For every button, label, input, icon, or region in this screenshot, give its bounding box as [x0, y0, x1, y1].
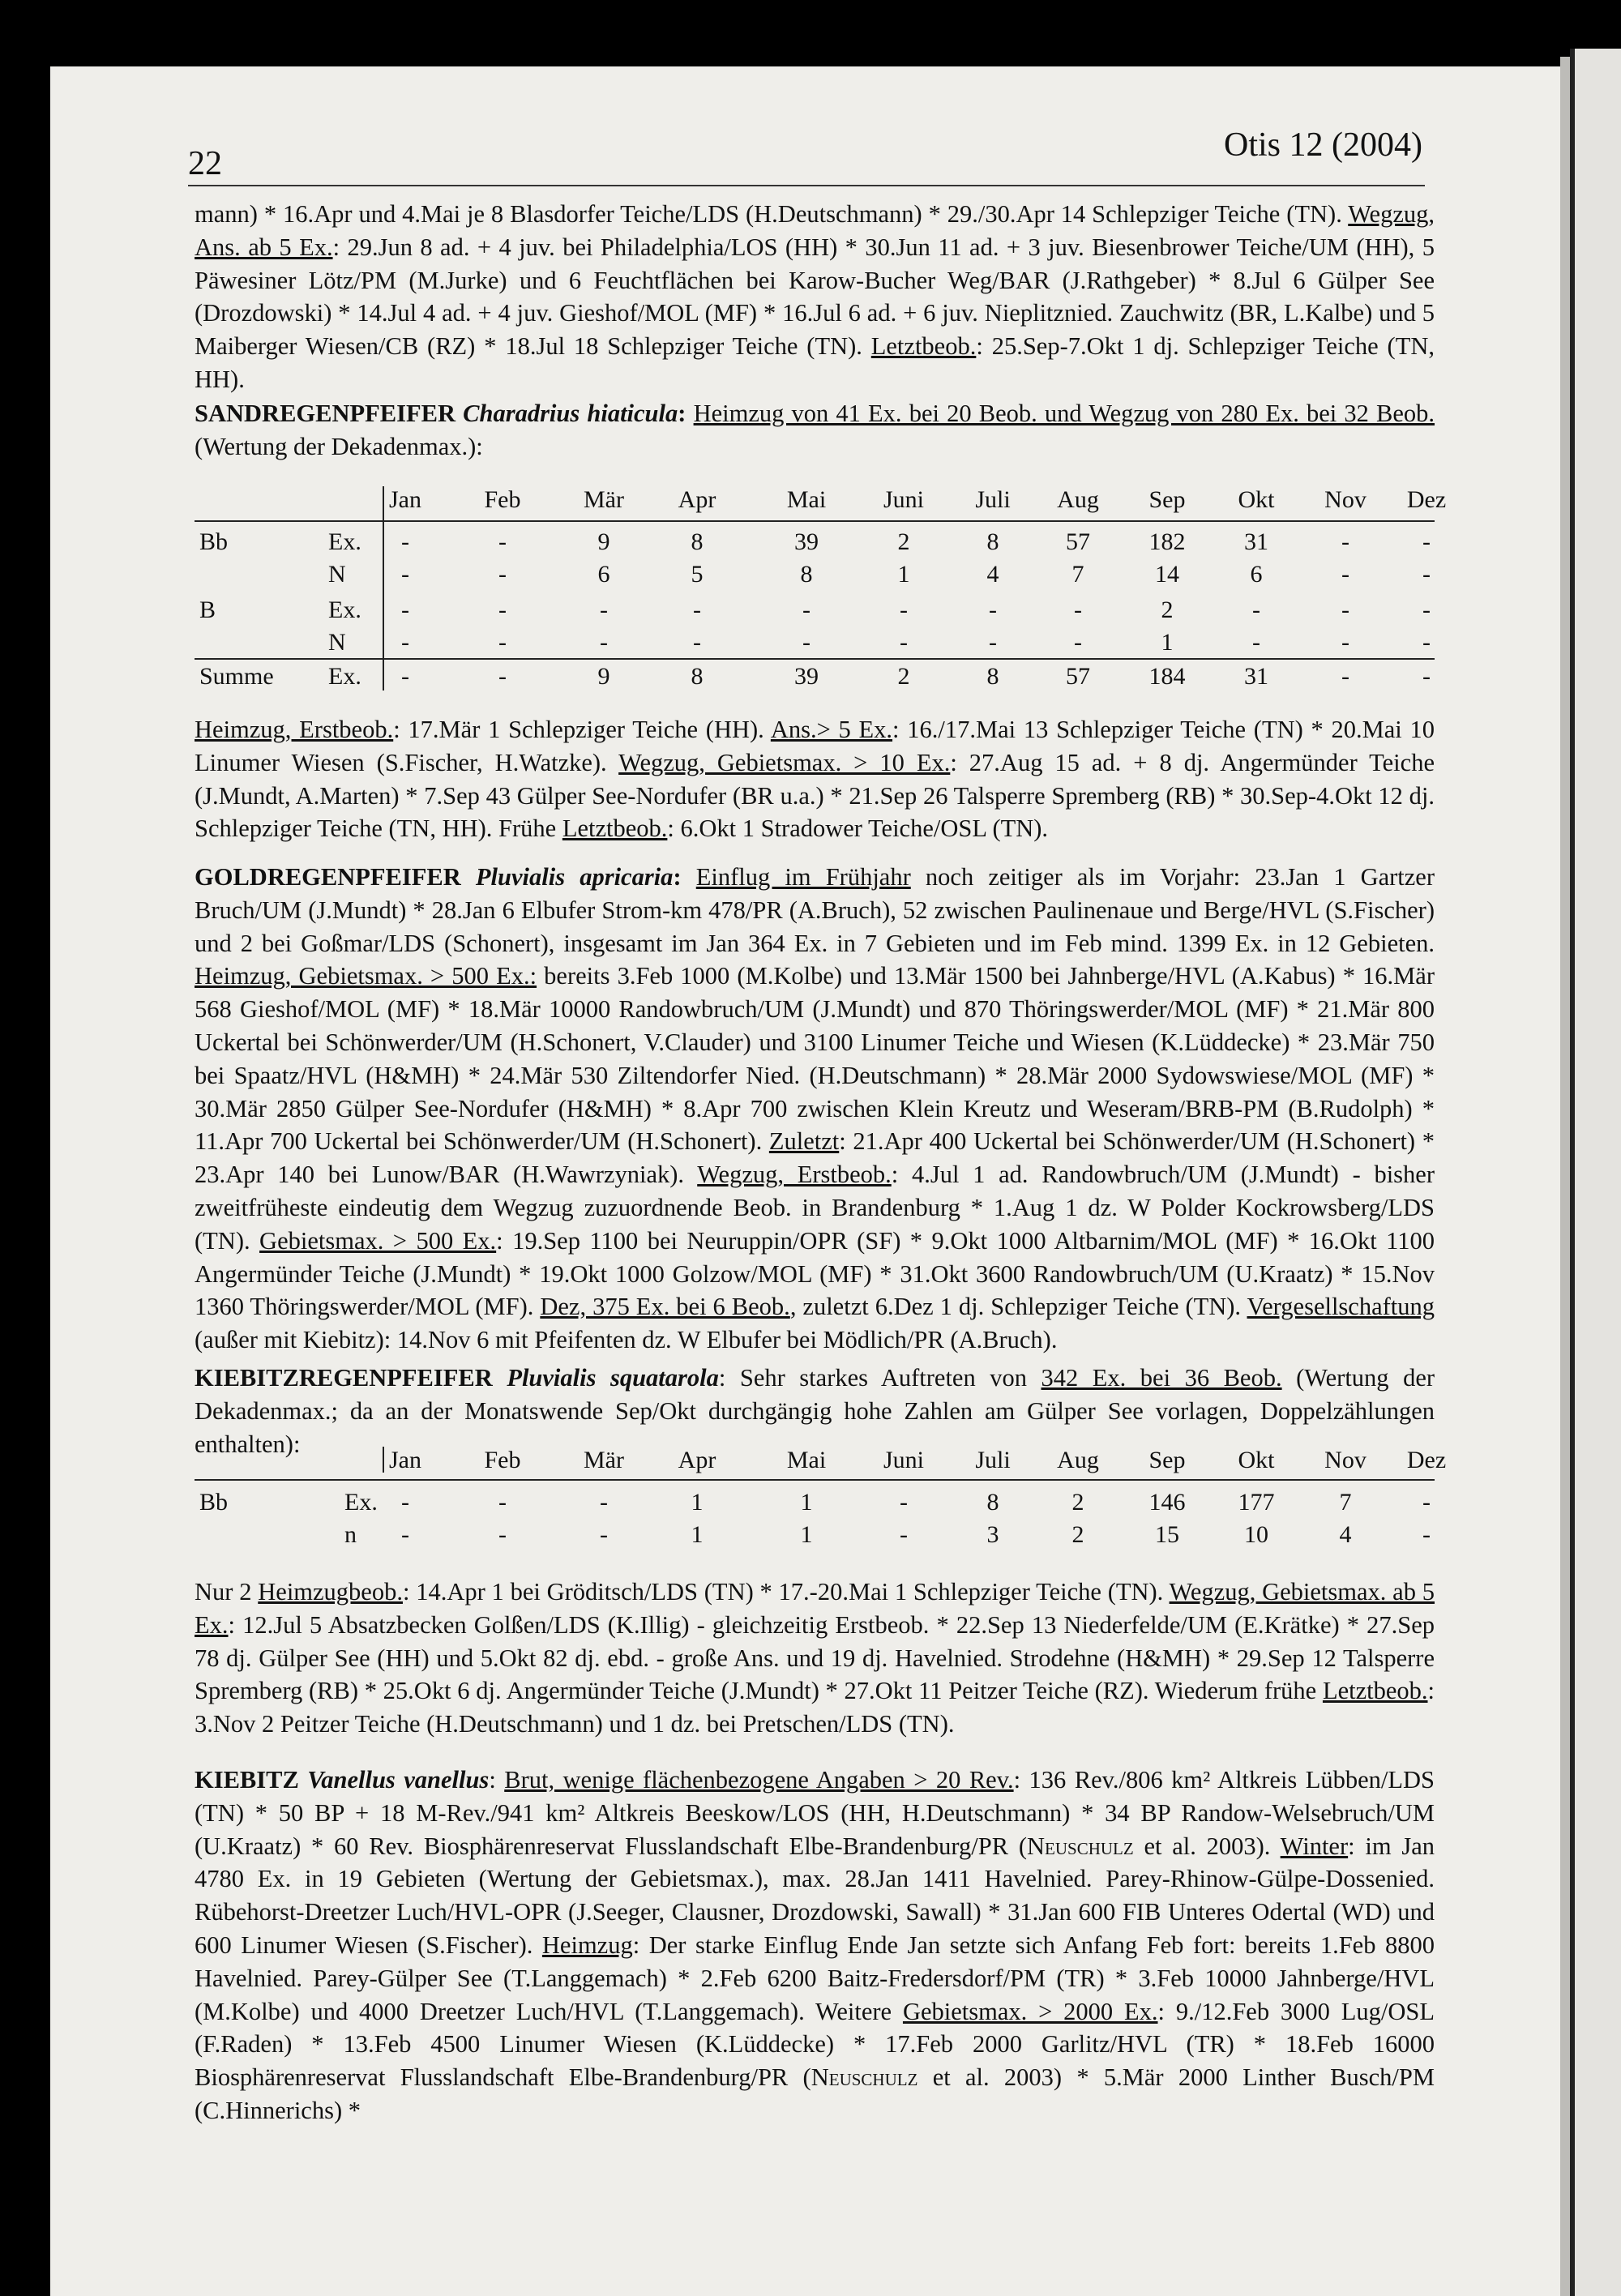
journal-citation: Otis 12 (2004)	[1224, 126, 1422, 164]
table-cell: -	[900, 1489, 908, 1516]
table-cell: 8	[986, 528, 999, 555]
body-text: , zuletzt 6.Dez 1 dj. Schlepziger Teiche (TN).	[789, 1293, 1247, 1321]
table-cell: 8	[986, 663, 999, 690]
species-latin: Pluvialis squatarola	[507, 1364, 719, 1392]
underlined-keyword: Gebietsmax. > 2000 Ex.	[902, 1997, 1158, 2025]
table-header-month: Mär	[584, 486, 624, 513]
body-text: : Der starke Einflug Ende Jan setzte sich Anfang Feb fort: bereits 1.Feb 8800 Havelnied. Parey-Gülper See (T.Langgemach) * 2.Feb 6200 Baitz-Fredersdorf/PM (TR) * 3.Feb 10000 Jahnberge/HVL (M.Kolbe) und 4000 Dreetzer Luch/HVL (T.Langgemach). Weitere	[195, 1930, 1435, 2025]
table-cell: 31	[1244, 663, 1268, 690]
sandregenpfeifer-heading: SANDREGENPFEIFER Charadrius hiaticula: Heimzug von 41 Ex. bei 20 Beob. und Wegzug von 280 Ex. bei 32 Beob. (Wertung der Dekadenmax.):	[195, 400, 1435, 460]
table-header-month: Mai	[786, 1447, 827, 1473]
body-text: bereits 3.Feb 1000 (M.Kolbe) und 13.Mär 1500 bei Jahnberge/HVL (A.Kabus) * 16.Mär 568 Gieshof/MOL (MF) * 18.Mär 10000 Randowbruch/UM (J.Mundt) und 870 Thöringswerder/MOL (MF) * 21.Mär 800 Uckertal bei Schönwerder/UM (H.Schonert, V.Clauder) und 3100 Linumer Teiche und Wiesen (K.Lüddecke) * 23.Mär 750 bei Spaatz/HVL (H&MH) * 24.Mär 530 Ziltendorfer Nied. (H.Deutschmann) * 28.Mär 2000 Sydowswiese/MOL (MF) * 30.Mär 2850 Gülper See-Nordufer (H&MH) * 8.Apr 700 zwischen Klein Kreutz und Weseram/BRB-PM (B.Rudolph) * 11.Apr 700 Uckertal bei Schönwerder/UM (H.Schonert).	[195, 962, 1435, 1156]
body-text: : 14.Apr 1 bei Gröditsch/LDS (TN) * 17.-20.Mai 1 Schlepziger Teiche (TN).	[402, 1578, 1170, 1605]
table-cell: 2	[1071, 1489, 1084, 1516]
table-cell: -	[1341, 528, 1349, 555]
table-cell: 5	[691, 561, 704, 588]
intro-underlined-2: Letztbeob.	[870, 332, 977, 361]
table-row-region: Summe	[199, 663, 274, 690]
table-header-month: Jan	[389, 1447, 421, 1473]
kiebitzregenpfeifer-table	[195, 1447, 1447, 1548]
underlined-keyword: Winter	[1280, 1832, 1349, 1860]
table-cell: -	[693, 629, 701, 656]
table-cell: -	[802, 596, 810, 623]
table-cell: -	[1422, 663, 1431, 690]
table-header-month: Sep	[1148, 1447, 1186, 1473]
table-header-month: Mär	[584, 1447, 624, 1473]
page-number: 22	[188, 145, 222, 182]
table-cell: 8	[691, 663, 704, 690]
underlined-keyword: Heimzug	[541, 1930, 633, 1959]
table-cell: 1	[691, 1521, 704, 1548]
table-vertical-rule	[383, 1447, 384, 1473]
table-cell: -	[600, 1489, 608, 1516]
table-header-month: Dez	[1406, 1447, 1447, 1473]
table-row-region: Bb	[199, 1489, 229, 1516]
underlined-keyword: Wegzug, Gebietsmax. > 10 Ex.	[618, 748, 951, 776]
species-summary-note: (Wertung der Dekadenmax.):	[195, 432, 483, 460]
table-cell: -	[1252, 629, 1260, 656]
table-header-month: Feb	[484, 1447, 521, 1473]
underlined-keyword: Zuletzt	[768, 1127, 840, 1156]
body-text: : 16./17.Mai 13 Schlepziger Teiche (TN) * 20.Mai 10 Linumer Wiesen (S.Fischer, H.Watzke).	[195, 716, 1435, 776]
table-cell: -	[498, 629, 507, 656]
table-cell: -	[401, 561, 409, 588]
table-cell: -	[1341, 596, 1349, 623]
table-row-type: N	[328, 561, 346, 588]
table-cell: -	[401, 1489, 409, 1516]
table-cell: 57	[1066, 663, 1090, 690]
table-cell: -	[1422, 1489, 1431, 1516]
table-cell: -	[1252, 596, 1260, 623]
table-cell: 2	[897, 663, 910, 690]
species-name: GOLDREGENPFEIFER	[195, 863, 461, 891]
species-summary-note: (Wertung der Dekadenmax.; da an der Monatswende Sep/Okt durchgängig hohe Zahlen am Gülper See vorlagen, Doppelzählungen enthalten):	[195, 1364, 1435, 1458]
table-header-rule	[195, 1479, 1435, 1481]
table-vertical-rule	[383, 486, 384, 691]
table-header-month: Juli	[975, 1447, 1011, 1473]
table-cell: 3	[986, 1521, 999, 1548]
underlined-keyword: Heimzugbeob.	[258, 1578, 403, 1605]
table-cell: 1	[691, 1489, 704, 1516]
header-rule	[188, 185, 1425, 186]
table-row-region: Bb	[199, 528, 229, 555]
table-row-type: Ex.	[328, 596, 361, 623]
body-text: Nur 2	[195, 1578, 259, 1605]
species-name: SANDREGENPFEIFER	[195, 400, 456, 427]
table-cell: 10	[1244, 1521, 1268, 1548]
table-row-type: Ex.	[328, 528, 361, 555]
table-cell: -	[1422, 561, 1431, 588]
intro-text-2: : 29.Jun 8 ad. + 4 juv. bei Philadelphia/LOS (HH) * 30.Jun 11 ad. + 3 juv. Biesenbrower Teiche/UM (HH), 5 Päwesiner Lötz/PM (M.Jurke) und 6 Feuchtflächen bei Karow-Bucher Weg/BAR (J.Rathgeber) * 8.Jul 6 Gülper See (Drozdowski) * 14.Jul 4 ad. + 4 juv. Gieshof/MOL (MF) * 16.Jul 6 ad. + 6 juv. Nieplitznied. Zauchwitz (BR, L.Kalbe) und 5 Maiberger Wiesen/CB (RZ) * 18.Jul 18 Schlepziger Teiche (TN).	[195, 233, 1435, 361]
body-text: : 17.Mär 1 Schlepziger Teiche (HH).	[393, 716, 771, 743]
author-citation: Neuschulz	[810, 2063, 918, 2092]
table-cell: 15	[1155, 1521, 1179, 1548]
table-cell: -	[600, 629, 608, 656]
table-cell: -	[401, 1521, 409, 1548]
table-cell: -	[900, 596, 908, 623]
underlined-keyword: Vergesellschaftung	[1247, 1293, 1435, 1321]
table-cell: 8	[986, 1489, 999, 1516]
table-header-month: Apr	[678, 486, 716, 513]
table-cell: -	[401, 596, 409, 623]
underlined-keyword: Gebietsmax. > 500 Ex.	[259, 1226, 497, 1255]
table-cell: 14	[1155, 561, 1179, 588]
table-cell: -	[600, 1521, 608, 1548]
table-cell: 8	[800, 561, 813, 588]
table-cell: 4	[986, 561, 999, 588]
body-text: : 19.Sep 1100 bei Neuruppin/OPR (SF) * 9.Okt 1000 Altbarnim/MOL (MF) * 16.Okt 1100 Angermünder Teiche (J.Mundt) * 19.Okt 1000 Golzow/MOL (MF) * 31.Okt 3600 Randowbruch/UM (U.Kraatz) * 15.Nov 1360 Thöringswerder/MOL (MF).	[195, 1226, 1435, 1321]
table-cell: -	[693, 596, 701, 623]
body-text: (außer mit Kiebitz): 14.Nov 6 mit Pfeifenten dz. W Elbufer bei Mödlich/PR (A.Bruch).	[195, 1326, 1058, 1354]
body-text: : 3.Nov 2 Peitzer Teiche (H.Deutschmann) und 1 dz. bei Pretschen/LDS (TN).	[195, 1677, 1435, 1738]
table-cell: -	[900, 629, 908, 656]
table-cell: -	[401, 629, 409, 656]
table-header-month: Jan	[389, 486, 421, 513]
species-name: KIEBITZREGENPFEIFER	[195, 1364, 493, 1392]
body-text: : im Jan 4780 Ex. in 19 Gebieten (Wertung der Gebietsmax.), max. 28.Jan 1411 Havelnied. Parey-Rhinow-Gülpe-Dossenied. Rübehorst-Dreetzer Luch/HVL-OPR (J.Seeger, Clausner, Drozdowski, Sawall) * 31.Jan 600 FIB Unteres Odertal (WD) und 600 Linumer Wiesen (S.Fischer).	[195, 1832, 1435, 1959]
underlined-keyword: Wegzug, Erstbeob.	[697, 1161, 892, 1189]
table-cell: 1	[800, 1521, 813, 1548]
table-cell: 57	[1066, 528, 1090, 555]
table-header-month: Juni	[883, 1447, 924, 1473]
table-cell: -	[989, 629, 997, 656]
table-cell: 1	[897, 561, 910, 588]
table-cell: 2	[897, 528, 910, 555]
species-latin: Vanellus vanellus	[307, 1766, 490, 1794]
species-latin: Pluvialis apricaria	[475, 863, 674, 891]
next-page-edge	[1570, 49, 1621, 2296]
table-row-type: Ex.	[328, 663, 361, 690]
table-cell: -	[1341, 561, 1349, 588]
species-intro: : Sehr starkes Auftreten von	[718, 1364, 1041, 1392]
body-text: :	[489, 1766, 505, 1794]
table-header-rule	[195, 520, 1435, 522]
underlined-keyword: Wegzug, Gebietsmax. ab 5 Ex.	[195, 1578, 1435, 1639]
underlined-keyword: Dez, 375 Ex. bei 6 Beob.	[540, 1293, 790, 1321]
table-header-month: Aug	[1057, 1447, 1099, 1473]
table-header-month: Nov	[1324, 1447, 1367, 1473]
table-cell: -	[498, 1521, 507, 1548]
intro-text-3: : 25.Sep-7.Okt 1 dj. Schlepziger Teiche (TN, HH).	[195, 332, 1435, 393]
table-cell: -	[1422, 1521, 1431, 1548]
table-header-month: Juli	[975, 486, 1011, 513]
table-cell: -	[802, 629, 810, 656]
species-summary: 342 Ex. bei 36 Beob.	[1041, 1364, 1282, 1392]
table-cell: 7	[1339, 1489, 1352, 1516]
table-header-month: Nov	[1324, 486, 1367, 513]
table-cell: -	[498, 528, 507, 555]
body-text: : 9./12.Feb 3000 Lug/OSL (F.Raden) * 13.Feb 4500 Linumer Wiesen (K.Lüddecke) * 17.Feb 2000 Garlitz/HVL (TR) * 18.Feb 16000 Biosphärenreservat Flusslandschaft Elbe-Brandenburg/PR (	[195, 1997, 1435, 2092]
table-cell: 1	[800, 1489, 813, 1516]
table-cell: -	[1341, 629, 1349, 656]
kiebitzregenpfeifer-paragraph	[195, 1576, 1435, 1741]
table-header-month: Aug	[1057, 486, 1099, 513]
sandregenpfeifer-table	[195, 486, 1447, 697]
table-cell: -	[401, 663, 409, 690]
table-cell: 39	[794, 663, 819, 690]
table-cell: -	[989, 596, 997, 623]
body-text: : 136 Rev./806 km² Altkreis Lübben/LDS (TN) * 50 BP + 18 M-Rev./941 km² Altkreis Beeskow/LOS (HH, H.Deutschmann) * 34 BP Randow-Welsebruch/UM (U.Kraatz) * 60 Rev. Biosphärenreservat Flusslandschaft Elbe-Brandenburg/PR (	[195, 1766, 1435, 1860]
table-row-type: n	[344, 1521, 357, 1548]
table-cell: -	[498, 663, 507, 690]
table-cell: 2	[1161, 596, 1174, 623]
table-cell: 39	[794, 528, 819, 555]
table-cell: 1	[1161, 629, 1174, 656]
table-cell: 9	[597, 663, 610, 690]
underlined-keyword: Ans.> 5 Ex.	[770, 716, 893, 743]
table-cell: -	[1074, 629, 1082, 656]
table-header-month: Feb	[484, 486, 521, 513]
body-text: et al. 2003).	[1133, 1832, 1281, 1860]
body-text: et al. 2003) * 5.Mär 2000 Linther Busch/PM (C.Hinnerichs) *	[195, 2063, 1435, 2124]
table-cell: -	[498, 561, 507, 588]
table-cell: 31	[1244, 528, 1268, 555]
underlined-keyword: Brut, wenige flächenbezogene Angaben > 20 Rev.	[504, 1766, 1014, 1794]
author-citation: Neuschulz	[1027, 1832, 1134, 1860]
table-cell: 9	[597, 528, 610, 555]
table-header-month: Apr	[678, 1447, 716, 1473]
body-text: noch zeitiger als im Vorjahr: 23.Jan 1 Gartzer Bruch/UM (J.Mundt) * 28.Jan 6 Elbufer Strom-km 478/PR (A.Bruch), 52 zwischen Paulinenaue und Berge/HVL (S.Fischer) und 2 bei Goßmar/LDS (Schonert), insgesamt im Jan 364 Ex. in 7 Gebieten und im Feb mind. 1399 Ex. in 12 Gebieten.	[195, 863, 1435, 957]
table-cell: -	[600, 596, 608, 623]
table-header-month: Sep	[1148, 486, 1186, 513]
table-cell: 6	[597, 561, 610, 588]
table-cell: 6	[1250, 561, 1263, 588]
table-cell: -	[498, 596, 507, 623]
body-text: : 21.Apr 400 Uckertal bei Schönwerder/UM (H.Schonert) * 23.Apr 140 bei Lunow/BAR (H.Wawrzyniak).	[195, 1127, 1435, 1189]
underlined-keyword: Letztbeob.	[1322, 1677, 1428, 1705]
table-cell: -	[401, 528, 409, 555]
underlined-keyword: Einflug im Frühjahr	[695, 863, 911, 891]
species-name: KIEBITZ	[195, 1766, 299, 1794]
species-summary: Heimzug von 41 Ex. bei 20 Beob. und Wegzug von 280 Ex. bei 32 Beob.	[693, 400, 1435, 427]
body-text: : 4.Jul 1 ad. Randowbruch/UM (J.Mundt) - bisher zweitfrüheste eindeutig dem Wegzug zuzuordnende Beob. in Brandenburg * 1.Aug 1 dz. W Polder Kockrowsberg/LDS (TN).	[195, 1161, 1435, 1255]
table-header-month: Mai	[786, 486, 827, 513]
table-cell: -	[498, 1489, 507, 1516]
table-cell: 4	[1339, 1521, 1352, 1548]
table-rule	[195, 658, 1435, 660]
table-cell: 146	[1148, 1489, 1186, 1516]
underlined-keyword: Letztbeob.	[562, 815, 668, 843]
table-row-region: B	[199, 596, 216, 623]
table-header-month: Juni	[883, 486, 924, 513]
table-row-type: N	[328, 629, 346, 656]
table-cell: 182	[1148, 528, 1186, 555]
kiebitz-paragraph	[195, 1764, 1435, 2127]
species-latin: Charadrius hiaticula	[463, 400, 678, 427]
table-cell: 8	[691, 528, 704, 555]
underlined-keyword: Heimzug, Erstbeob.	[195, 716, 394, 743]
intro-text-1: mann) * 16.Apr und 4.Mai je 8 Blasdorfer Teiche/LDS (H.Deutschmann) * 29./30.Apr 14 Schlepziger Teiche (TN).	[195, 200, 1349, 228]
intro-paragraph	[195, 198, 1435, 396]
table-cell: -	[1422, 528, 1431, 555]
table-header-month: Okt	[1238, 1447, 1275, 1473]
table-cell: -	[900, 1521, 908, 1548]
table-row-type: Ex.	[344, 1489, 378, 1516]
table-cell: 2	[1071, 1521, 1084, 1548]
table-cell: 7	[1071, 561, 1084, 588]
sandregenpfeifer-paragraph	[195, 713, 1435, 845]
table-cell: 184	[1148, 663, 1186, 690]
table-cell: -	[1074, 596, 1082, 623]
table-header-month: Okt	[1238, 486, 1275, 513]
table-cell: 177	[1238, 1489, 1275, 1516]
table-cell: -	[1341, 663, 1349, 690]
underlined-keyword: Heimzug, Gebietsmax. > 500 Ex.:	[195, 962, 537, 990]
table-header-month: Dez	[1406, 486, 1447, 513]
goldregenpfeifer-paragraph: GOLDREGENPFEIFER Pluvialis apricaria: Einflug im Frühjahr noch zeitiger als im Vorjahr: 23.Jan 1 Gartzer Bruch/UM (J.Mundt) * 28.Jan 6 Elbufer Strom-km 478/PR (A.Bruch), 52 zwischen Paulinenaue und Berge/HVL (S.Fischer) und 2 bei Goßmar/LDS (Schonert), insgesamt im Jan 364 Ex. in 7 Gebieten und im Feb mind. 1399 Ex. in 12 Gebieten. Heimzug, Gebietsmax. > 500 Ex.: bereits 3.Feb 1000 (M.Kolbe) und 13.Mär 1500 bei Jahnberge/HVL (A.Kabus) * 16.Mär 568 Gieshof/MOL (MF) * 18.Mär 10000 Randowbruch/UM (J.Mundt) und 870 Thöringswerder/MOL (MF) * 21.Mär 800 Uckertal bei Schönwerder/UM (H.Schonert, V.Clauder) und 3100 Linumer Teiche und Wiesen (K.Lüddecke) * 23.Mär 750 bei Spaatz/HVL (H&MH) * 24.Mär 530 Ziltendorfer Nied. (H.Deutschmann) * 28.Mär 2000 Sydowswiese/MOL (MF) * 30.Mär 2850 Gülper See-Nordufer (H&MH) * 8.Apr 700 zwischen Klein Kreutz und Weseram/BRB-PM (B.Rudolph) * 11.Apr 700 Uckertal bei Schönwerder/UM (H.Schonert). Zuletzt: 21.Apr 400 Uckertal bei Schönwerder/UM (H.Schonert) * 23.Apr 140 bei Lunow/BAR (H.Wawrzyniak). Wegzug, Erstbeob.: 4.Jul 1 ad. Randowbruch/UM (J.Mundt) - bisher zweitfrüheste eindeutig dem Wegzug zuzuordnende Beob. in Brandenburg * 1.Aug 1 dz. W Polder Kockrowsberg/LDS (TN). Gebietsmax. > 500 Ex.: 19.Sep 1100 bei Neuruppin/OPR (SF) * 9.Okt 1000 Altbarnim/MOL (MF) * 16.Okt 1100 Angermünder Teiche (J.Mundt) * 19.Okt 1000 Golzow/MOL (MF) * 31.Okt 3600 Randowbruch/UM (U.Kraatz) * 15.Nov 1360 Thöringswerder/MOL (MF). Dez, 375 Ex. bei 6 Beob., zuletzt 6.Dez 1 dj. Schlepziger Teiche (TN). Vergesellschaftung (außer mit Kiebitz): 14.Nov 6 mit Pfeifenten dz. W Elbufer bei Mödlich/PR (A.Bruch).	[195, 863, 1435, 1354]
table-cell: -	[1422, 596, 1431, 623]
table-cell: -	[1422, 629, 1431, 656]
body-text: : 6.Okt 1 Stradower Teiche/OSL (TN).	[667, 815, 1049, 843]
body-text: : 12.Jul 5 Absatzbecken Golßen/LDS (K.Illig) - gleichzeitig Erstbeob. * 22.Sep 13 Niederfelde/UM (E.Krätke) * 27.Sep 78 dj. Gülper See (HH) und 5.Okt 82 dj. ebd. - große Ans. und 19 dj. Havelnied. Strodehne (H&MH) * 29.Sep 12 Talsperre Spremberg (RB) * 25.Okt 6 dj. Angermünder Teiche (J.Mundt) * 27.Okt 11 Peitzer Teiche (RZ). Wiederum frühe	[195, 1610, 1435, 1705]
intro-underlined-1: Wegzug, Ans. ab 5 Ex.	[195, 200, 1435, 261]
body-text: : 27.Aug 15 ad. + 8 dj. Angermünder Teiche (J.Mundt, A.Marten) * 7.Sep 43 Gülper See-Nordufer (BR u.a.) * 21.Sep 26 Talsperre Spremberg (RB) * 30.Sep-4.Okt 12 dj. Schlepziger Teiche (TN, HH). Frühe	[195, 748, 1435, 843]
